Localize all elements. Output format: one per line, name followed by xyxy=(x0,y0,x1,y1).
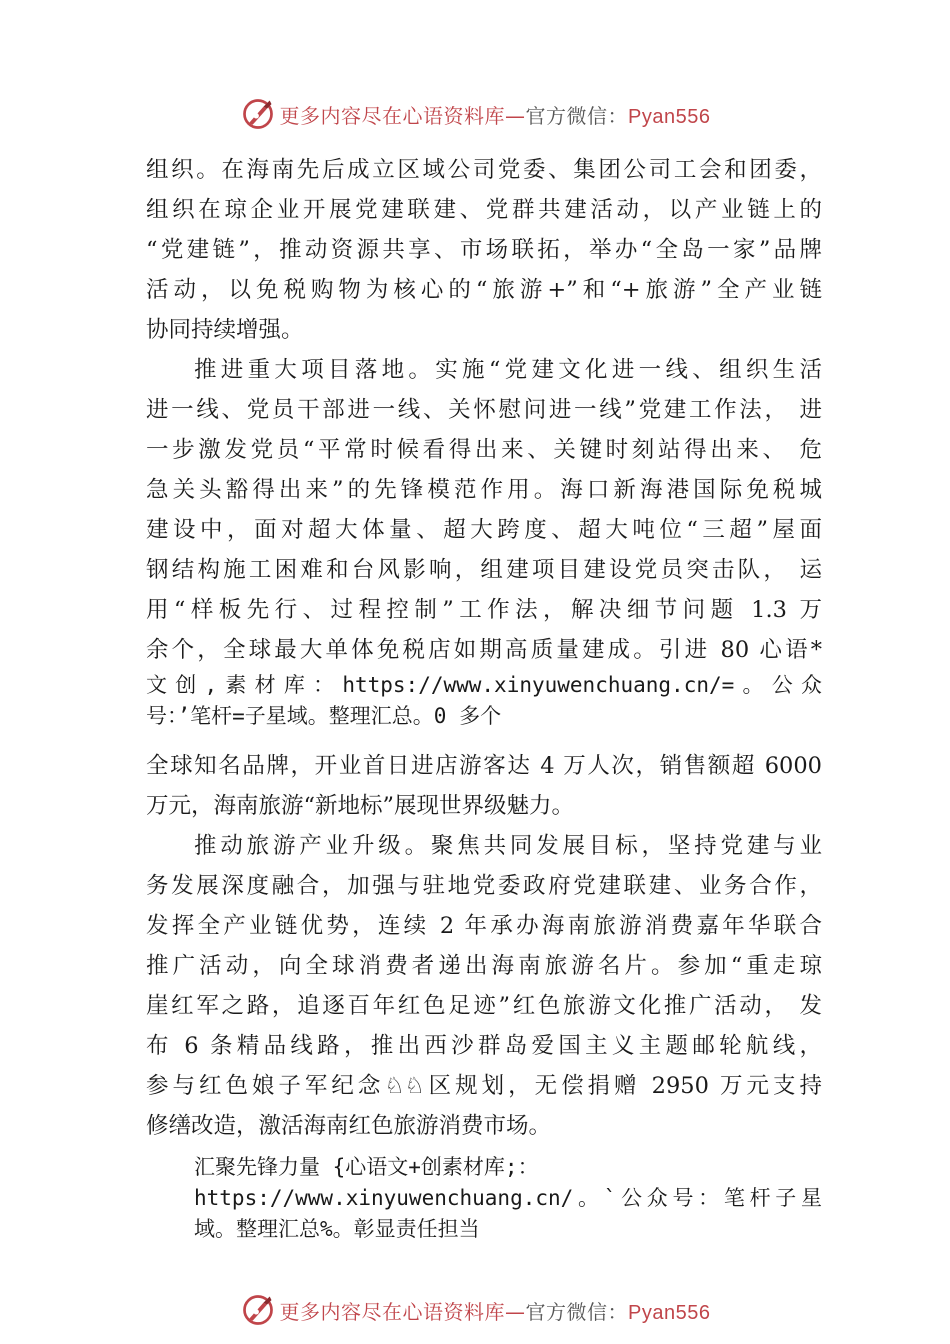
text-line: 一步激发党员“平常时候看得出来、关键时刻站得出来、 危 xyxy=(146,437,822,463)
footer-banner-main: 更多内容尽在心语资料库 xyxy=(279,1299,506,1324)
footer-banner-wechat: 官方微信： xyxy=(525,1299,629,1324)
watermark-line: 文创,素材库：https://www.xinyuwenchuang.cn/=。公众 xyxy=(146,673,822,697)
pen-logo-icon xyxy=(240,1292,276,1328)
text-line: 全球知名品牌，开业首日进店游客达 4 万人次，销售额超 6000 xyxy=(146,753,822,779)
text-line: 组织在琼企业开展党建联建、党群共建活动，以产业链上的 xyxy=(146,197,822,223)
text-line: 万元，海南旅游“新地标”展现世界级魅力。 xyxy=(146,793,575,819)
header-banner-sep: — xyxy=(505,103,526,128)
text-line: 务发展深度融合，加强与驻地党委政府党建联建、业务合作， xyxy=(146,873,822,899)
pen-logo-icon xyxy=(240,96,276,132)
text-line: 推广活动，向全球消费者递出海南旅游名片。参加“重走琼 xyxy=(146,953,822,979)
header-banner-wechat: 官方微信： xyxy=(525,103,629,128)
header-banner xyxy=(0,94,950,134)
text-line: 余个，全球最大单体免税店如期高质量建成。引进 80 心语* xyxy=(146,637,822,663)
watermark-line: 汇聚先锋力量 {心语文+创素材库;： xyxy=(194,1155,539,1179)
text-line: 布 6 条精品线路，推出西沙群岛爱国主义主题邮轮航线， xyxy=(146,1033,822,1059)
footer-banner-sep: — xyxy=(505,1299,526,1324)
watermark-line: 域。整理汇总%。彰显责任担当 xyxy=(194,1217,480,1241)
text-line: 钢结构施工困难和台风影响，组建项目建设党员突击队， 运 xyxy=(146,557,822,583)
header-banner-text xyxy=(280,100,711,129)
text-line: 修缮改造，激活海南红色旅游消费市场。 xyxy=(146,1113,552,1139)
text-line: 急关头豁得出来”的先锋模范作用。海口新海港国际免税城 xyxy=(146,477,822,503)
header-banner-id: Pyan556 xyxy=(628,105,711,128)
text-line: 崖红军之路，追逐百年红色足迹”红色旅游文化推广活动， 发 xyxy=(146,993,822,1019)
watermark-line: https://www.xinyuwenchuang.cn/。`公众号：笔杆子星 xyxy=(194,1186,822,1210)
footer-banner-id: Pyan556 xyxy=(628,1301,711,1324)
text-line: 参与红色娘子军纪念♘♘区规划，无偿捐赠 2950 万元支持 xyxy=(146,1073,822,1099)
text-line: 用“样板先行、过程控制”工作法，解决细节问题 1.3 万 xyxy=(146,597,822,623)
paragraph-start: 推进重大项目落地。实施“党建文化进一线、组织生活 xyxy=(194,357,822,383)
header-banner-main: 更多内容尽在心语资料库 xyxy=(279,103,506,128)
paragraph-start: 推动旅游产业升级。聚焦共同发展目标，坚持党建与业 xyxy=(194,833,822,859)
text-line: 建设中，面对超大体量、超大跨度、超大吨位“三超”屋面 xyxy=(146,517,822,543)
text-line: 进一线、党员干部进一线、关怀慰问进一线”党建工作法， 进 xyxy=(146,397,822,423)
text-line: 组织。在海南先后成立区域公司党委、集团公司工会和团委， xyxy=(146,157,822,183)
watermark-line: 号：’笔杆=子星域。整理汇总。0 多个 xyxy=(146,704,502,728)
footer-banner-text xyxy=(280,1296,711,1325)
document-body xyxy=(146,150,822,1245)
footer-banner xyxy=(0,1290,950,1330)
text-line: “党建链”，推动资源共享、市场联拓，举办“全岛一家”品牌 xyxy=(146,237,822,263)
text-line: 协同持续增强。 xyxy=(146,317,304,343)
text-line: 发挥全产业链优势，连续 2 年承办海南旅游消费嘉年华联合 xyxy=(146,913,822,939)
text-line: 活动，以免税购物为核心的“旅游+”和“+旅游”全产业链 xyxy=(146,277,822,303)
